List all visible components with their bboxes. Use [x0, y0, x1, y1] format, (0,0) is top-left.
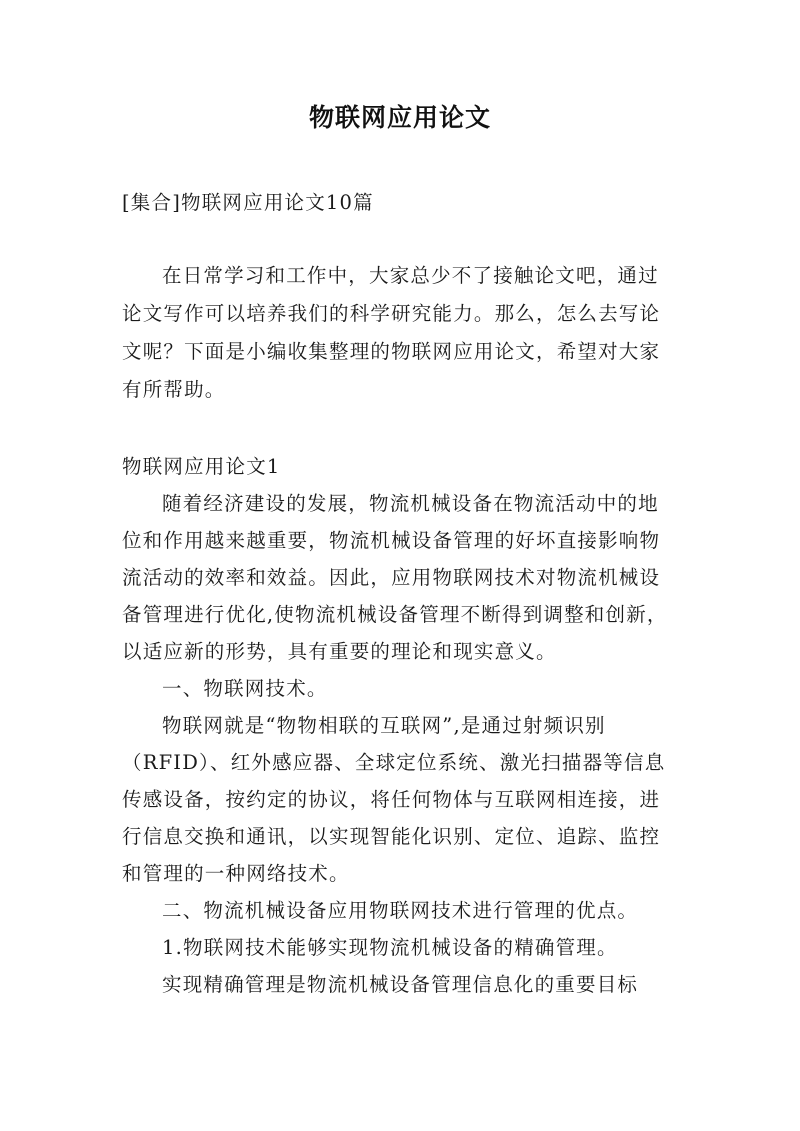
- paragraph-line: 物联网就是“物物相联的互联网”,是通过射频识别: [162, 714, 606, 737]
- paragraph-line: 传感设备，按约定的协议，将任何物体与互联网相连接，进: [122, 788, 661, 811]
- intro-line-4: 有所帮助。: [122, 378, 226, 401]
- paragraph-line: 流活动的效率和效益。因此，应用物联网技术对物流机械设: [122, 566, 661, 589]
- document-title: 物联网应用论文: [308, 103, 491, 132]
- subsection-heading-2: 二、物流机械设备应用物联网技术进行管理的优点。: [162, 899, 639, 922]
- paragraph-line: 位和作用越来越重要，物流机械设备管理的好坏直接影响物: [122, 529, 661, 552]
- paragraph-line: 以适应新的形势，具有重要的理论和现实意义。: [122, 640, 557, 663]
- intro-line-2: 论文写作可以培养我们的科学研究能力。那么，怎么去写论: [122, 302, 661, 325]
- subsection-heading-1: 一、物联网技术。: [162, 677, 328, 700]
- intro-line-1: 在日常学习和工作中，大家总少不了接触论文吧，通过: [162, 264, 659, 287]
- paragraph-line: 备管理进行优化,使物流机械设备管理不断得到调整和创新，: [122, 603, 668, 626]
- paragraph-line: 和管理的一种网络技术。: [122, 862, 350, 885]
- document-subtitle: [集合]物联网应用论文10篇: [122, 191, 374, 214]
- paragraph-line: 随着经济建设的发展，物流机械设备在物流活动中的地: [162, 492, 659, 515]
- paragraph-line: 行信息交换和通讯，以实现智能化识别、定位、追踪、监控: [122, 825, 661, 848]
- numbered-point-1: 1.物联网技术能够实现物流机械设备的精确管理。: [162, 936, 618, 959]
- intro-line-3: 文呢？下面是小编收集整理的物联网应用论文，希望对大家: [122, 340, 661, 363]
- paragraph-line: （RFID）、红外感应器、全球定位系统、激光扫描器等信息: [122, 751, 666, 774]
- section-heading: 物联网应用论文1: [122, 455, 281, 478]
- paragraph-line: 实现精确管理是物流机械设备管理信息化的重要目标: [162, 973, 639, 996]
